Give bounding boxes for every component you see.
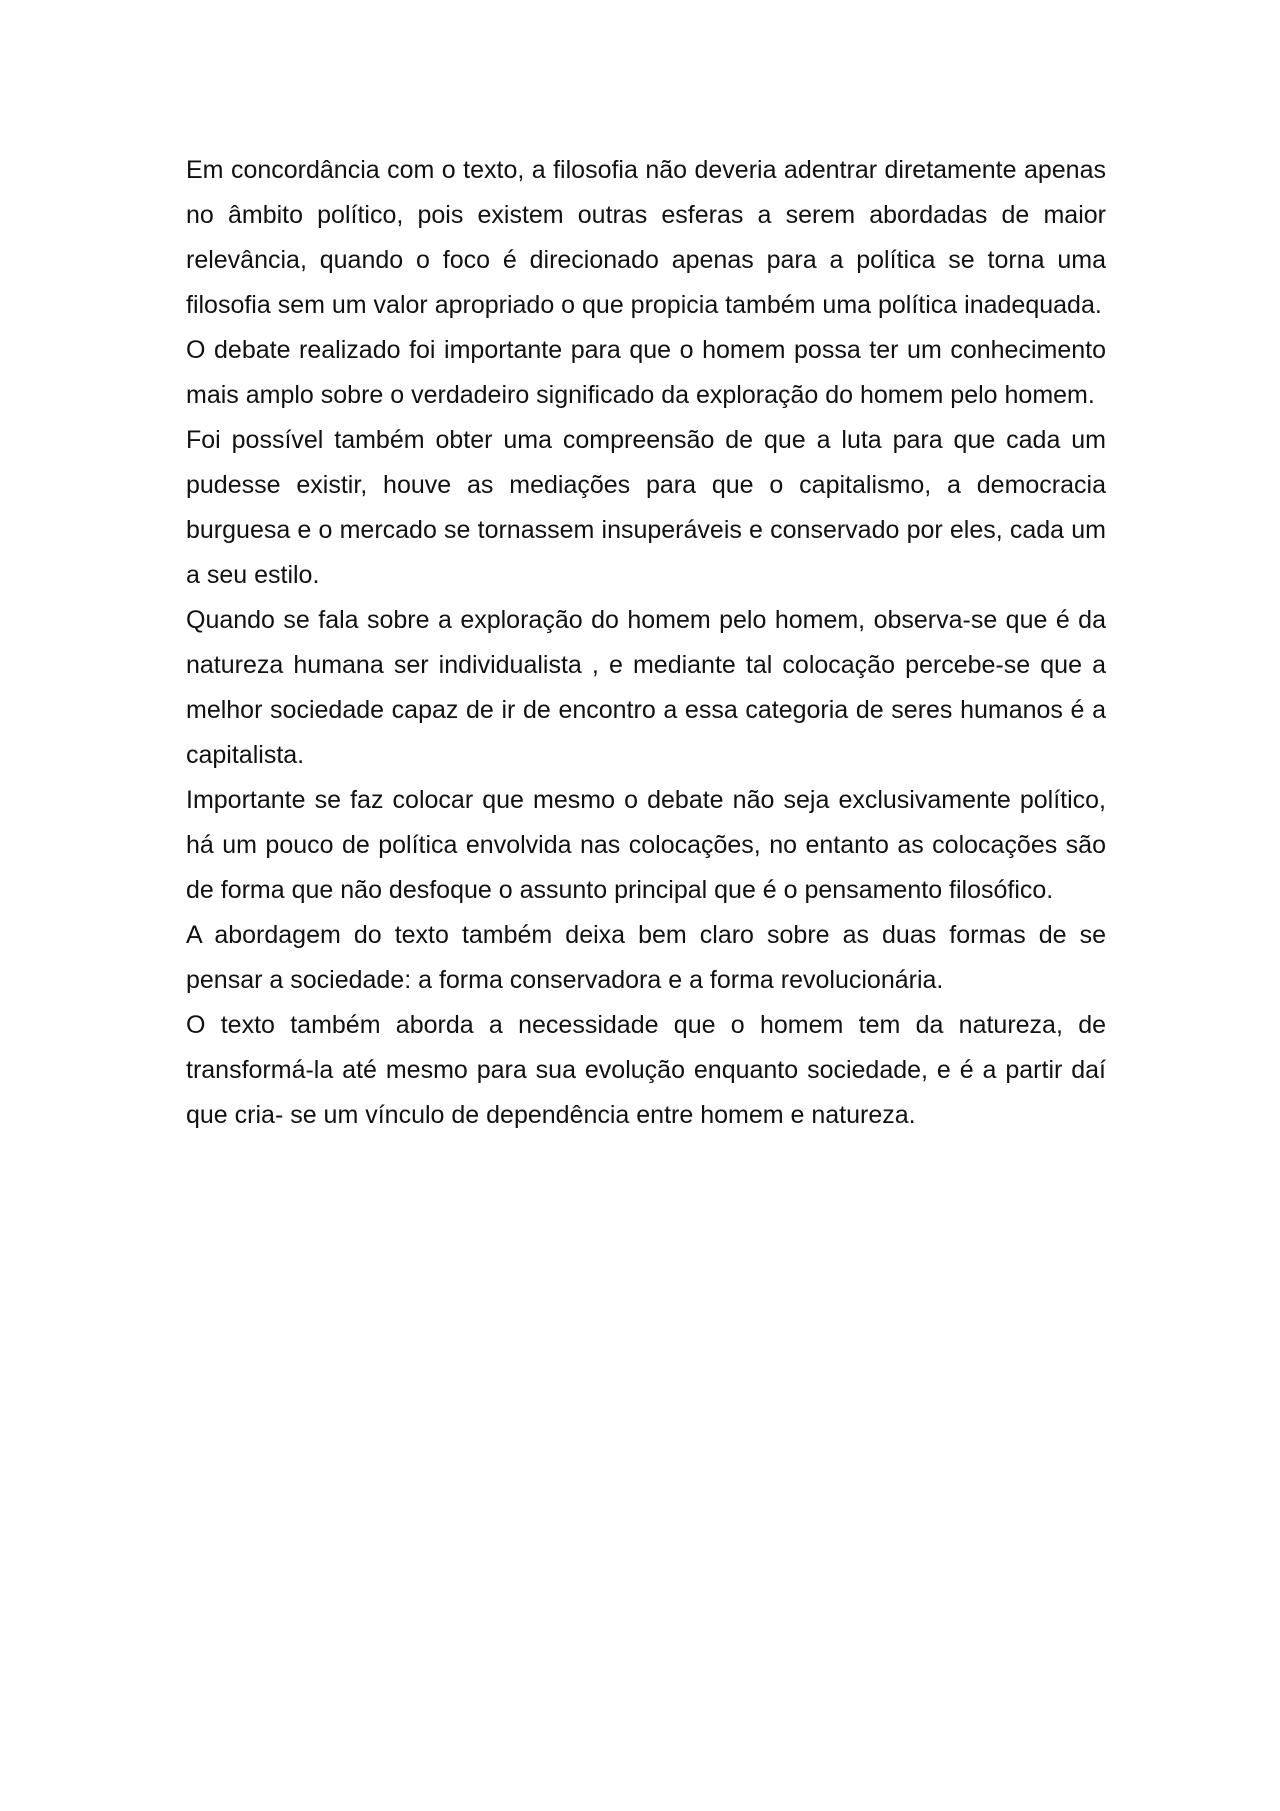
paragraph-2: O debate realizado foi importante para que o homem possa ter um conhecimento mais amplo sobre o verdadeiro significado da exploração do homem pelo homem. [186,336,1106,409]
paragraph-1: Em concordância com o texto, a filosofia não deveria adentrar diretamente apenas no âmbito político, pois existem outras esferas a serem abordadas de maior relevância, quando o foco é direcionado apenas para a política se torna uma filosofia sem um valor apropriado o que propicia também uma política inadequada. [186,156,1106,319]
document-body [186,148,1106,1138]
paragraph-4: Quando se fala sobre a exploração do homem pelo homem, observa-se que é da natureza humana ser individualista , e mediante tal colocação percebe-se que a melhor sociedade capaz de ir de encontro a essa categoria de seres humanos é a capitalista. [186,606,1106,769]
paragraph-5: Importante se faz colocar que mesmo o debate não seja exclusivamente político, há um pouco de política envolvida nas colocações, no entanto as colocações são de forma que não desfoque o assunto principal que é o pensamento filosófico. [186,786,1106,904]
paragraph-3: Foi possível também obter uma compreensão de que a luta para que cada um pudesse existir, houve as mediações para que o capitalismo, a democracia burguesa e o mercado se tornassem insuperáveis e conservado por eles, cada um a seu estilo. [186,426,1106,589]
paragraph-6: A abordagem do texto também deixa bem claro sobre as duas formas de se pensar a sociedade: a forma conservadora e a forma revolucionária. [186,921,1106,994]
paragraph-7: O texto também aborda a necessidade que o homem tem da natureza, de transformá-la até mesmo para sua evolução enquanto sociedade, e é a partir daí que cria- se um vínculo de dependência entre homem e natureza. [186,1011,1106,1129]
